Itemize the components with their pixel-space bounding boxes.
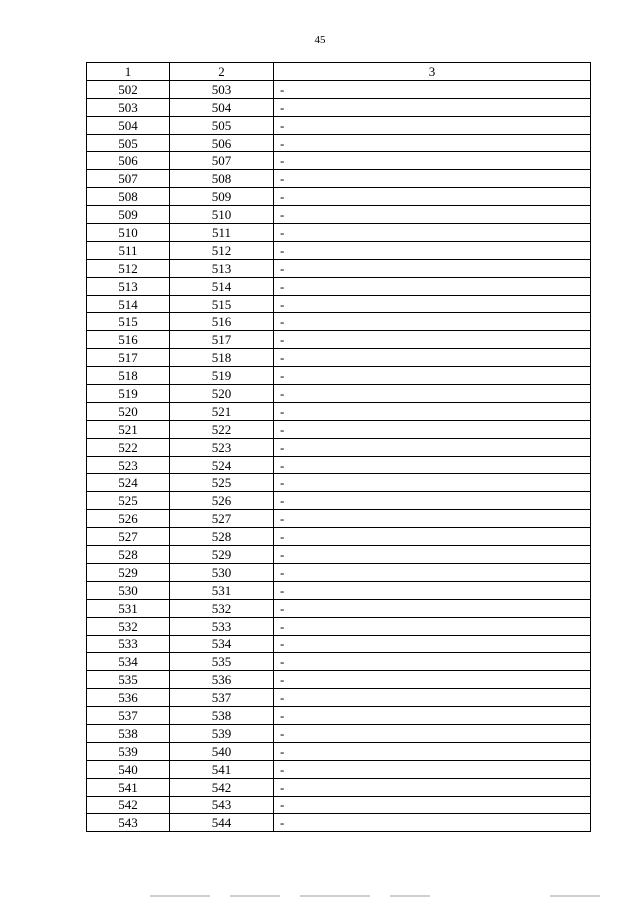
table-cell-col2: 528 [170,528,274,546]
table-row [87,456,591,474]
table-cell-col3: - [274,152,591,170]
table-cell-col3: - [274,742,591,760]
table-cell-col3: - [274,188,591,206]
data-table [86,62,591,832]
table-cell-col3: - [274,349,591,367]
table-cell-col2: 519 [170,367,274,385]
table-cell-col3: - [274,528,591,546]
table-cell-col1: 519 [87,385,170,403]
table-cell-col2: 504 [170,98,274,116]
table-row [87,295,591,313]
table-row [87,796,591,814]
table-row [87,402,591,420]
table-cell-col2: 534 [170,635,274,653]
table-row [87,689,591,707]
table-cell-col1: 507 [87,170,170,188]
table-row [87,438,591,456]
table-body [87,80,591,831]
table-cell-col2: 522 [170,420,274,438]
column-header-3: 3 [274,63,591,81]
table-cell-col2: 512 [170,241,274,259]
table-cell-col2: 514 [170,277,274,295]
table-cell-col3: - [274,796,591,814]
table-cell-col2: 505 [170,116,274,134]
table-cell-col2: 536 [170,671,274,689]
table-cell-col1: 533 [87,635,170,653]
table-row [87,188,591,206]
table-cell-col1: 523 [87,456,170,474]
table-row [87,331,591,349]
table-cell-col1: 506 [87,152,170,170]
table-cell-col3: - [274,617,591,635]
footer-scan-artifact [150,893,610,899]
table-cell-col2: 533 [170,617,274,635]
table-cell-col2: 510 [170,206,274,224]
table-cell-col3: - [274,689,591,707]
table-cell-col2: 503 [170,80,274,98]
table-cell-col1: 530 [87,581,170,599]
table-cell-col2: 532 [170,599,274,617]
table-row [87,528,591,546]
table-row [87,385,591,403]
table-cell-col2: 531 [170,581,274,599]
table-row [87,546,591,564]
table-cell-col1: 537 [87,707,170,725]
table-cell-col1: 510 [87,224,170,242]
table-cell-col2: 530 [170,563,274,581]
table-row [87,80,591,98]
table-cell-col1: 541 [87,778,170,796]
table-row [87,814,591,832]
table-cell-col2: 541 [170,760,274,778]
table-cell-col3: - [274,116,591,134]
table-cell-col1: 535 [87,671,170,689]
table-cell-col1: 505 [87,134,170,152]
table-row [87,492,591,510]
column-header-1: 1 [87,63,170,81]
table-row [87,760,591,778]
table-row [87,653,591,671]
table-cell-col1: 543 [87,814,170,832]
table-cell-col2: 511 [170,224,274,242]
table-cell-col3: - [274,259,591,277]
table-cell-col2: 513 [170,259,274,277]
table-row [87,277,591,295]
table-row [87,707,591,725]
table-cell-col2: 507 [170,152,274,170]
table-row [87,349,591,367]
table-cell-col2: 521 [170,402,274,420]
table-cell-col3: - [274,385,591,403]
table-row [87,778,591,796]
table-cell-col2: 540 [170,742,274,760]
table-row [87,259,591,277]
table-cell-col1: 531 [87,599,170,617]
table-cell-col2: 526 [170,492,274,510]
table-cell-col1: 521 [87,420,170,438]
table-row [87,581,591,599]
table-row [87,420,591,438]
table-cell-col1: 503 [87,98,170,116]
table-cell-col3: - [274,724,591,742]
table-row [87,599,591,617]
table-cell-col3: - [274,170,591,188]
table-cell-col1: 508 [87,188,170,206]
table-cell-col1: 525 [87,492,170,510]
table-cell-col2: 518 [170,349,274,367]
table-row [87,241,591,259]
table-cell-col1: 538 [87,724,170,742]
table-cell-col1: 528 [87,546,170,564]
table-cell-col1: 502 [87,80,170,98]
table-cell-col3: - [274,331,591,349]
table-cell-col1: 513 [87,277,170,295]
table-cell-col2: 538 [170,707,274,725]
table-cell-col1: 512 [87,259,170,277]
table-cell-col2: 539 [170,724,274,742]
table-cell-col1: 504 [87,116,170,134]
table-cell-col3: - [274,563,591,581]
table-cell-col1: 514 [87,295,170,313]
table-cell-col3: - [274,224,591,242]
table-cell-col2: 509 [170,188,274,206]
table-row [87,742,591,760]
table-cell-col3: - [274,581,591,599]
table-row [87,474,591,492]
table-cell-col3: - [274,206,591,224]
page-number: 45 [314,34,326,46]
table-cell-col2: 508 [170,170,274,188]
table-cell-col1: 511 [87,241,170,259]
table-cell-col1: 522 [87,438,170,456]
table-row [87,116,591,134]
table-cell-col2: 516 [170,313,274,331]
table-cell-col1: 520 [87,402,170,420]
table-cell-col1: 534 [87,653,170,671]
table-cell-col1: 526 [87,510,170,528]
table-cell-col2: 543 [170,796,274,814]
table-row [87,152,591,170]
table-cell-col1: 529 [87,563,170,581]
table-cell-col1: 517 [87,349,170,367]
table-row [87,206,591,224]
column-header-2: 2 [170,63,274,81]
table-row [87,367,591,385]
table-cell-col1: 539 [87,742,170,760]
table-cell-col3: - [274,420,591,438]
table-cell-col3: - [274,546,591,564]
table-row [87,224,591,242]
table-header-row [87,63,591,81]
table-cell-col1: 542 [87,796,170,814]
table-cell-col2: 523 [170,438,274,456]
table-cell-col3: - [274,313,591,331]
table-row [87,671,591,689]
table-cell-col3: - [274,599,591,617]
table-cell-col3: - [274,277,591,295]
table-cell-col3: - [274,241,591,259]
table-row [87,635,591,653]
table-cell-col2: 529 [170,546,274,564]
table-row [87,563,591,581]
table-cell-col2: 524 [170,456,274,474]
table-cell-col2: 535 [170,653,274,671]
table-cell-col1: 540 [87,760,170,778]
table-cell-col3: - [274,98,591,116]
table-cell-col3: - [274,134,591,152]
table-cell-col1: 515 [87,313,170,331]
table-cell-col2: 525 [170,474,274,492]
table-row [87,313,591,331]
table-cell-col3: - [274,80,591,98]
table-cell-col2: 544 [170,814,274,832]
table-cell-col2: 520 [170,385,274,403]
table-cell-col3: - [274,438,591,456]
table-row [87,134,591,152]
table-cell-col3: - [274,510,591,528]
table-row [87,98,591,116]
table-cell-col3: - [274,402,591,420]
table-row [87,170,591,188]
table-cell-col1: 532 [87,617,170,635]
table-cell-col1: 518 [87,367,170,385]
table-cell-col3: - [274,778,591,796]
table-cell-col2: 517 [170,331,274,349]
table-cell-col3: - [274,295,591,313]
table-cell-col3: - [274,760,591,778]
table-row [87,617,591,635]
table-cell-col1: 536 [87,689,170,707]
table-cell-col2: 542 [170,778,274,796]
table-cell-col2: 506 [170,134,274,152]
table-row [87,510,591,528]
table-cell-col1: 527 [87,528,170,546]
table-cell-col3: - [274,367,591,385]
table-cell-col2: 537 [170,689,274,707]
table-cell-col3: - [274,653,591,671]
table-cell-col3: - [274,671,591,689]
table-cell-col1: 524 [87,474,170,492]
table-cell-col3: - [274,474,591,492]
table-row [87,724,591,742]
table-cell-col1: 509 [87,206,170,224]
table-cell-col3: - [274,707,591,725]
table-cell-col3: - [274,456,591,474]
table-cell-col2: 527 [170,510,274,528]
table-cell-col3: - [274,635,591,653]
table-cell-col1: 516 [87,331,170,349]
table-cell-col2: 515 [170,295,274,313]
table-cell-col3: - [274,492,591,510]
table-cell-col3: - [274,814,591,832]
